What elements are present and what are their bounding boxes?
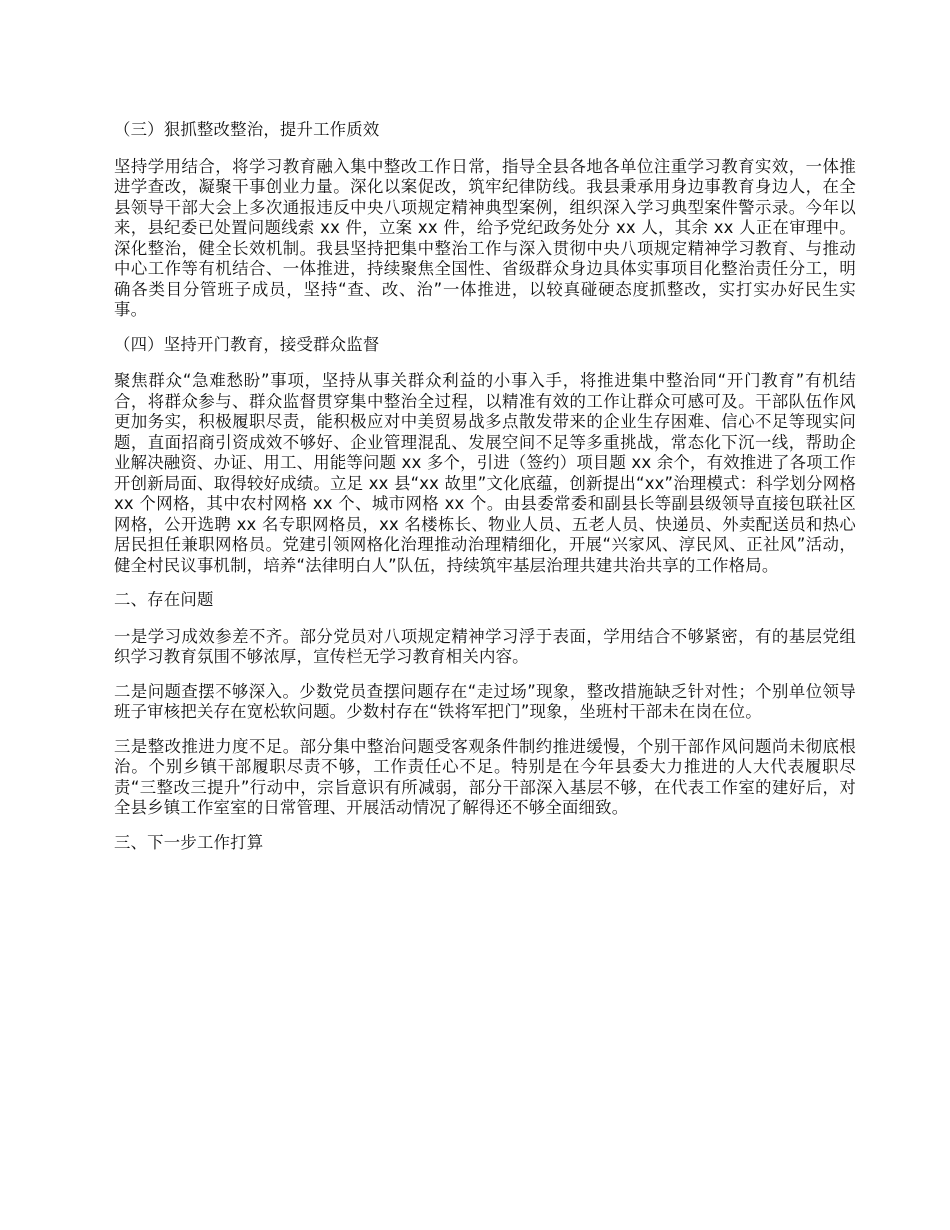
section-heading-next-steps: 三、下一步工作打算 bbox=[114, 832, 264, 852]
paragraph-problem-1: 一是学习成效参差不齐。部分党员对八项规定精神学习浮于表面，学用结合不够紧密，有的基层党组织学习教育氛围不够浓厚，宣传栏无学习教育相关内容。 bbox=[114, 626, 856, 666]
paragraph-rectify: 坚持学用结合，将学习教育融入集中整改工作日常，指导全县各地各单位注重学习教育实效，一体推进学查改，凝聚干事创业力量。深化以案促改，筑牢纪律防线。我县秉承用身边事教育身边人，在全县领导干部大会上多次通报违反中央八项规定精神典型案例，组织深入学习典型案件警示录。今年以来，县纪委已处置问题线索 xx 件，立案 xx 件，给予党纪政务处分 xx 人，其余 xx 人正在审理中。深化整治，健全长效机制。我县坚持把集中整治工作与深入贯彻中央八项规定精神学习教育、与推动中心工作等有机结合、一体推进，持续聚焦全国性、省级群众身边具体实事项目化整治责任分工，明确各类目分管班子成员，坚持“查、改、治”一体推进，以较真碰硬态度抓整改，实打实办好民生实事。 bbox=[114, 156, 856, 319]
paragraph-open-education: 聚焦群众“急难愁盼”事项，坚持从事关群众利益的小事入手，将推进集中整治同“开门教育”有机结合，将群众参与、群众监督贯穿集中整治全过程，以精准有效的工作让群众可感可及。干部队伍作风更加务实，积极履职尽责，能积极应对中美贸易战多点散发带来的企业生存困难、信心不足等现实问题，直面招商引资成效不够好、企业管理混乱、发展空间不足等多重挑战，常态化下沉一线，帮助企业解决融资、办证、用工、用能等问题 xx 多个，引进（签约）项目题 xx 余个，有效推进了各项工作开创新局面、取得较好成绩。立足 xx 县“xx 故里”文化底蕴，创新提出“xx”治理模式：科学划分网格 xx 个网格，其中农村网格 xx 个、城市网格 xx 个。由县委常委和副县长等副县级领导直接包联社区网格，公开选聘 xx 名专职网格员，xx 名楼栋长、物业人员、五老人员、快递员、外卖配送员和热心居民担任兼职网格员。党建引领网格化治理推动治理精细化，开展“兴家风、淳民风、正社风”活动，健全村民议事机制，培养“法律明白人”队伍，持续筑牢基层治理共建共治共享的工作格局。 bbox=[114, 371, 856, 575]
paragraph-problem-3: 三是整改推进力度不足。部分集中整治问题受客观条件制约推进缓慢，个别干部作风问题尚未彻底根治。个别乡镇干部履职尽责不够，工作责任心不足。特别是在今年县委大力推进的人大代表履职尽责“三整改三提升”行动中，宗旨意识有所减弱，部分干部深入基层不够，在代表工作室的建好后，对全县乡镇工作室室的日常管理、开展活动情况了解得还不够全面细致。 bbox=[114, 736, 856, 817]
section-heading-rectify: （三）狠抓整改整治，提升工作质效 bbox=[114, 120, 380, 139]
section-heading-problems: 二、存在问题 bbox=[114, 590, 214, 609]
paragraph-problem-2: 二是问题查摆不够深入。少数党员查摆问题存在“走过场”现象，整改措施缺乏针对性；个别单位领导班子审核把关存在宽松软问题。少数村存在“铁将军把门”现象，坐班村干部未在岗在位。 bbox=[114, 681, 856, 721]
document-page bbox=[114, 120, 856, 869]
section-heading-open-education: （四）坚持开门教育，接受群众监督 bbox=[114, 334, 380, 354]
